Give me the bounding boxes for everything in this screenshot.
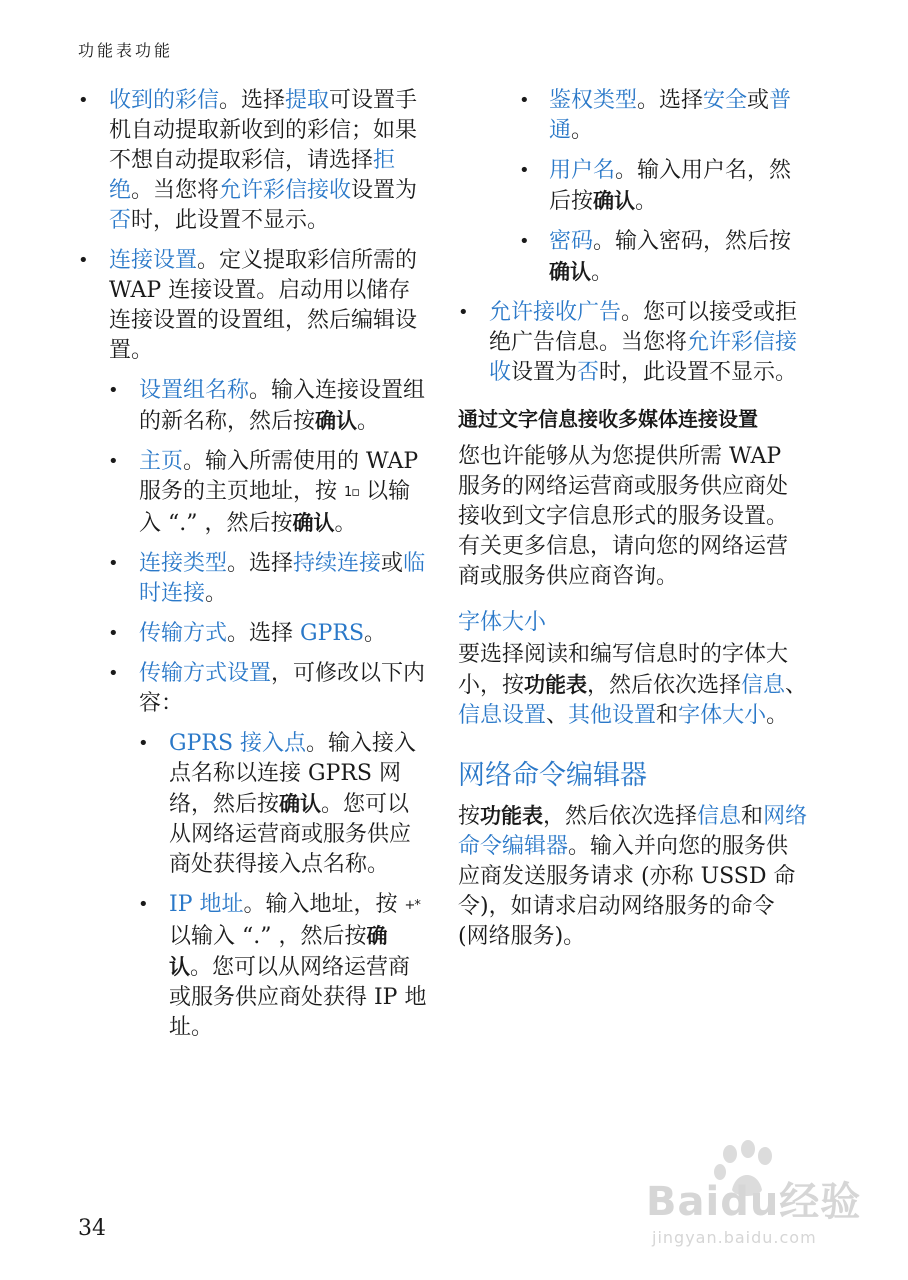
bullet-password [519,227,808,288]
term-gprs: GPRS [300,621,365,646]
text: 。您可以从网络运营商或服务供应商处获得 IP 地址。 [169,955,427,1040]
term-gprs-access-point: GPRS 接入点 [169,731,307,756]
term-allow-ads: 允许接收广告 [489,300,622,325]
text: 。输入地址，按 [243,892,405,917]
key-star-icon: +* [404,898,420,913]
text: 。您可以接受或拒绝广告信息。当您将 [489,300,798,355]
term-connection-type: 连接类型 [139,551,228,576]
text: ，然后依次选择 [587,673,742,698]
term-password: 密码 [549,229,594,254]
bullet-connection-settings [78,246,428,366]
term-retrieve: 提取 [285,88,330,113]
text: 和 [656,703,679,728]
term-auth-type: 鉴权类型 [549,88,638,113]
term-continuous: 持续连接 [293,551,382,576]
text: 。 [766,703,789,728]
term-other-settings: 其他设置 [568,703,657,728]
term-ip-address: IP 地址 [169,892,244,917]
running-header: 功能表功能 [78,41,174,60]
text: 时，此设置不显示。 [599,360,798,385]
term-messages: 信息 [741,673,786,698]
term-message-settings: 信息设置 [458,703,547,728]
bullet-received-mms [78,86,428,236]
bullet-group-name [108,376,428,437]
bullet-gprs-access-point [138,729,428,880]
term-ok: 确认 [292,511,335,535]
term-ok: 确认 [315,409,358,433]
term-menu: 功能表 [524,673,588,697]
text: 。选择 [219,88,286,113]
text: 。输入连接设置组的新名称，然后按 [139,378,426,434]
text: 。输入并向您的服务供应商发送服务请求 (亦称 USSD 命令)，如请求启动网络服务的命令 (网络服务)。 [458,834,796,949]
baidu-watermark [642,1140,892,1270]
text: 以输入 “.” ，然后按 [169,924,367,949]
term-group-name: 设置组名称 [139,378,250,403]
bullet-ip-address [138,890,428,1043]
text: 。您可以从网络运营商或服务供应商处获得接入点名称。 [169,792,412,877]
watermark-brand: Baidu经验 [646,1179,862,1225]
text: ，可修改以下内容： [139,661,426,716]
section-title-network-command: 网络命令编辑器 [458,760,647,791]
term-connection-settings: 连接设置 [109,248,198,273]
term-bearer: 传输方式 [139,621,228,646]
text: 。 [364,621,387,646]
term-homepage: 主页 [139,449,184,474]
bullet-allow-ads [458,298,808,388]
term-normal: 普通 [549,88,792,143]
bullet-bearer-settings [108,659,428,719]
text: 。选择 [227,621,301,646]
term-ok: 确认 [549,260,591,284]
term-no: 否 [109,208,132,233]
text: 。定义提取彩信所需的 WAP 连接设置。启动用以储存连接设置的设置组，然后编辑设置。 [109,248,418,363]
term-secure: 安全 [703,88,748,113]
text: 。 [334,511,357,536]
text: 。输入接入点名称以连接 GPRS 网络，然后按 [169,731,417,817]
text: 。选择 [637,88,704,113]
section-title-font-size: 字体大小 [458,610,547,635]
term-allow-mms: 允许彩信接收 [219,178,352,203]
text: 。 [591,260,614,285]
text: 、 [546,703,569,728]
term-reject: 拒绝 [109,148,396,203]
text: 。 [357,409,380,434]
bullet-username [519,156,808,217]
term-username: 用户名 [549,158,616,183]
text: 或 [747,88,770,113]
text: 或 [381,551,404,576]
key-1-icon: 1▫ [344,485,360,500]
term-font-size: 字体大小 [678,703,767,728]
text: ，然后依次选择 [543,804,698,829]
right-column [458,86,808,968]
text: 以输入 “.” ，然后按 [139,479,411,536]
term-no: 否 [577,360,600,385]
text: 。 [635,189,658,214]
text: 。输入用户名，然后按 [549,158,792,214]
text: 。当您将 [131,178,220,203]
text: 。 [571,118,594,143]
bullet-bearer [108,619,428,649]
bullet-homepage [108,447,428,539]
term-network-command-editor: 网络命令编辑器 [458,804,808,859]
text: 要选择阅读和编写信息时的字体大小，按 [458,642,789,698]
paragraph-sms-settings: 您也许能够从为您提供所需 WAP 服务的网络运营商或服务供应商处接收到文字信息形式的服务设置。有关更多信息，请向您的网络运营商或服务供应商咨询。 [458,444,789,589]
text: 。 [205,581,228,606]
page-number: 34 [78,1216,106,1241]
paragraph-font-size [458,640,808,731]
text: 设置为 [351,178,418,203]
text: 按 [458,804,481,829]
text: 和 [741,804,764,829]
term-ok: 确认 [169,924,388,979]
subheading-sms-settings: 通过文字信息接收多媒体连接设置 [458,407,758,431]
text: 、 [785,673,808,698]
text: 。选择 [227,551,294,576]
text: 。输入密码，然后按 [593,229,792,254]
text: 可设置手机自动提取新收到的彩信；如果不想自动提取彩信，请选择 [109,88,418,173]
text: 时，此设置不显示。 [131,208,330,233]
paragraph-network-command [458,801,808,952]
term-ok: 确认 [593,189,636,213]
bullet-connection-type [108,549,428,609]
term-menu: 功能表 [480,804,544,828]
term-messages: 信息 [697,804,742,829]
term-bearer-settings: 传输方式设置 [139,661,272,686]
left-column [78,86,428,1053]
text: 设置为 [511,360,578,385]
term-allow-mms: 允许彩信接收 [489,330,798,385]
term-ok: 确认 [279,792,322,816]
term-received-mms: 收到的彩信 [109,88,220,113]
watermark-url: jingyan.baidu.com [652,1228,817,1247]
term-temporary: 临时连接 [139,551,426,606]
text: 。输入所需使用的 WAP 服务的主页地址，按 [139,449,419,504]
bullet-auth-type [519,86,808,146]
